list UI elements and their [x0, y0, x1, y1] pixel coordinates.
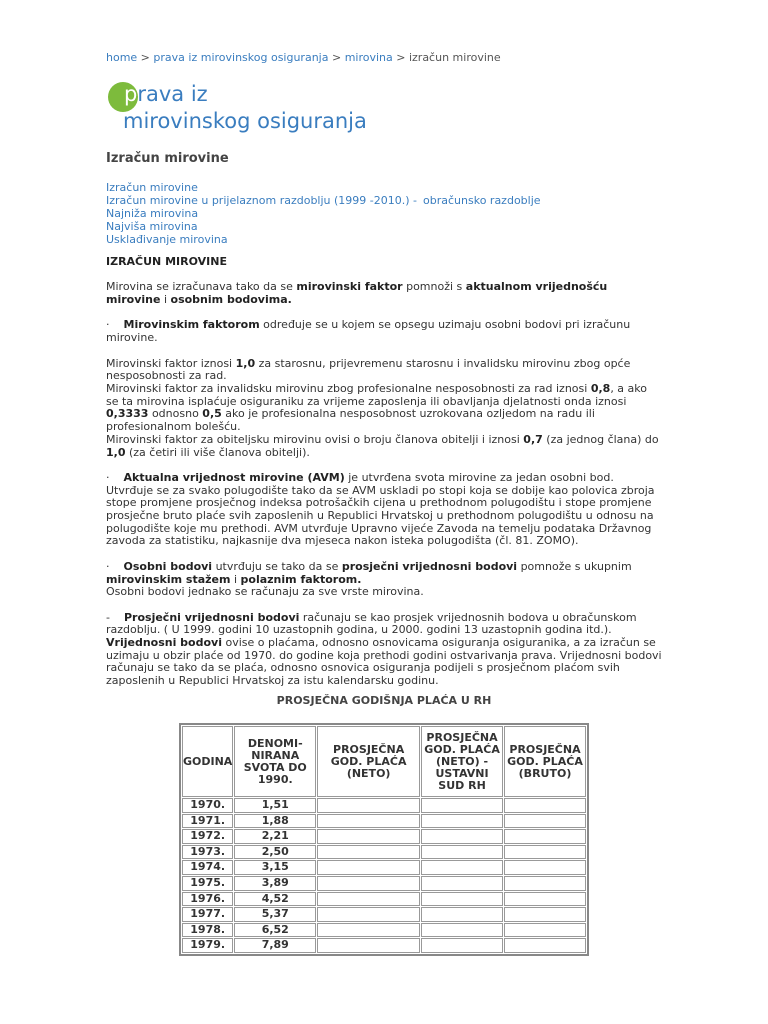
paragraph-vrijednosni-bodovi: - Prosječni vrijednosni bodovi računaju se kao prosjek vrijednosnih bodova u obračunskom razdoblju. ( U 1999. godini 10 uzastopnih godina, u 2000. godini 13 uzastopnih godina itd.). Vrijednosni bodovi ovise o plaćama, odnosno osnovicama osiguranja osiguranika, a za izračun se uzimaju u obzir plaće od 1970. do godine koja prethodi godini ostvarivanja prava. Vrijednosni bodovi računaju se tako da se plaća, odnosno osnovica osiguranja podijeli s prosječnom plaćom svih zaposlenih u Republici Hrvatskoj za istu kalendarsku godinu. [106, 610, 662, 688]
paragraph-osobni-bodovi: · Osobni bodovi utvrđuju se tako da se prosječni vrijednosni bodovi pomnože s ukupnim mirovinskim stažem i polaznim faktorom. Osobni bodovi jednako se računaju za sve vrste mirovina. [106, 559, 632, 599]
logo-line-1 [124, 82, 208, 106]
breadcrumb-separator: > [392, 51, 409, 64]
cell-empty [317, 845, 420, 860]
cell-empty [421, 829, 503, 844]
link-uskladivanje-mirovina[interactable]: Usklađivanje mirovina [106, 233, 228, 246]
cell-year: 1973. [182, 845, 233, 860]
cell-empty [317, 814, 420, 829]
cell-empty [421, 892, 503, 907]
cell-year: 1979. [182, 938, 233, 953]
dash-icon: - [106, 610, 110, 624]
cell-empty [421, 876, 503, 891]
link-obracunsko-razdoblje[interactable]: obračunsko razdoblje [423, 194, 541, 207]
paragraph-mirovinski-faktor: · Mirovinskim faktorom određuje se u kojem se opsegu uzimaju osobni bodovi pri izračunu mirovine. [106, 318, 631, 345]
cell-empty [317, 876, 420, 891]
cell-year: 1977. [182, 907, 233, 922]
cell-empty [421, 860, 503, 875]
cell-denom: 5,37 [234, 907, 316, 922]
table-row [182, 892, 586, 907]
cell-empty [317, 829, 420, 844]
cell-empty [421, 907, 503, 922]
cell-denom: 3,15 [234, 860, 316, 875]
table-row [182, 860, 586, 875]
cell-denom: 1,88 [234, 814, 316, 829]
paragraph-intro: Mirovina se izračunava tako da se mirovinski faktor pomnoži s aktualnom vrijednošću mirovine i osobnim bodovima. [106, 280, 608, 307]
cell-empty [504, 907, 586, 922]
cell-empty [504, 923, 586, 938]
bullet-icon: · [106, 470, 110, 484]
cell-empty [317, 938, 420, 953]
cell-year: 1972. [182, 829, 233, 844]
table-row [182, 923, 586, 938]
cell-empty [504, 860, 586, 875]
subpage-links [106, 181, 541, 246]
cell-empty [421, 923, 503, 938]
table-title: PROSJEČNA GODIŠNJA PLAĆA U RH [276, 694, 492, 707]
breadcrumb [106, 51, 501, 64]
bullet-icon: · [106, 318, 110, 332]
bullet-icon: · [106, 559, 110, 573]
cell-empty [421, 845, 503, 860]
cell-empty [317, 923, 420, 938]
cell-year: 1976. [182, 892, 233, 907]
cell-denom: 1,51 [234, 798, 316, 813]
cell-empty [317, 907, 420, 922]
table-row [182, 845, 586, 860]
site-logo[interactable] [106, 80, 426, 142]
table-row [182, 907, 586, 922]
wages-table [179, 723, 589, 956]
article-content [106, 256, 662, 701]
logo-first-letter: p [124, 82, 138, 106]
cell-denom: 2,50 [234, 845, 316, 860]
cell-empty [317, 798, 420, 813]
cell-denom: 7,89 [234, 938, 316, 953]
cell-denom: 6,52 [234, 923, 316, 938]
cell-empty [317, 892, 420, 907]
link-izracun-mirovine[interactable]: Izračun mirovine [106, 181, 198, 194]
breadcrumb-separator: > [137, 51, 154, 64]
cell-year: 1970. [182, 798, 233, 813]
logo-line-1-rest: rava iz [137, 82, 208, 106]
cell-empty [504, 829, 586, 844]
breadcrumb-current: izračun mirovine [408, 51, 501, 64]
cell-empty [421, 814, 503, 829]
table-row [182, 798, 586, 813]
table-row [182, 876, 586, 891]
cell-denom: 4,52 [234, 892, 316, 907]
cell-empty [504, 938, 586, 953]
header-denominirana: DENOMI-NIRANA SVOTA DO 1990. [234, 726, 316, 797]
table-header-row [182, 726, 586, 797]
logo-line-2: mirovinskog osiguranja [123, 109, 367, 133]
breadcrumb-section-link[interactable]: prava iz mirovinskog osiguranja [153, 51, 329, 64]
header-placa-bruto: PROSJEČNA GOD. PLAĆA (BRUTO) [504, 726, 586, 797]
cell-denom: 3,89 [234, 876, 316, 891]
cell-empty [504, 892, 586, 907]
header-placa-ustavni-sud: PROSJEČNA GOD. PLAĆA (NETO) - USTAVNI SUD RH [421, 726, 503, 797]
cell-year: 1971. [182, 814, 233, 829]
table-row [182, 829, 586, 844]
breadcrumb-home-link[interactable]: home [106, 51, 138, 64]
breadcrumb-separator: > [328, 51, 345, 64]
link-prijelazno-razdoblje[interactable]: Izračun mirovine u prijelaznom razdoblju (1999 -2010.) - obračunsko razdoblje [106, 194, 541, 207]
paragraph-avm: · Aktualna vrijednost mirovine (AVM) je utvrđena svota mirovine za jedan osobni bod. Utvrđuje se za svako polugodište tako da se AVM uskladi po stopi koja se dobije kao polovica zbroja stope promjene prosječnog indeksa potrošačkih cijena u prethodnom polugodištu i stope promjene prosječne bruto plaće svih zaposlenih u Republici Hrvatskoj u prethodnom polugodištu u odnosu na polugodište koje mu prethodi. AVM utvrđuje Upravno vijeće Zavoda na temelju podataka Državnog zavoda za statistiku, najkasnije dva mjeseca nakon isteka polugodišta (čl. 81. ZOMO). [106, 470, 655, 548]
cell-empty [421, 798, 503, 813]
cell-denom: 2,21 [234, 829, 316, 844]
cell-empty [317, 860, 420, 875]
cell-empty [504, 845, 586, 860]
cell-year: 1978. [182, 923, 233, 938]
breadcrumb-sub-link[interactable]: mirovina [344, 51, 393, 64]
header-placa-neto: PROSJEČNA GOD. PLAĆA (NETO) [317, 726, 420, 797]
article-heading: IZRAČUN MIROVINE [106, 255, 227, 268]
cell-empty [504, 814, 586, 829]
link-najniza-mirovina[interactable]: Najniža mirovina [106, 207, 199, 220]
cell-year: 1974. [182, 860, 233, 875]
cell-empty [504, 798, 586, 813]
cell-empty [504, 876, 586, 891]
page-title: Izračun mirovine [106, 151, 229, 166]
cell-empty [421, 938, 503, 953]
table-row [182, 938, 586, 953]
paragraph-faktor-iznosi: Mirovinski faktor iznosi 1,0 za starosnu, prijevremenu starosnu i invalidsku mirovinu zbog opće nesposobnosti za rad. Mirovinski faktor za invalidsku mirovinu zbog profesionalne nesposobnosti za rad iznosi 0,8, a ako se ta mirovina isplaćuje osiguraniku za vrijeme zaposlenja ili obavljanja djelatnosti onda iznosi 0,3333 odnosno 0,5 ako je profesionalna nesposobnost uzrokovana ozljedom na radu ili profesionalnom bolešću. Mirovinski faktor za obiteljsku mirovinu ovisi o broju članova obitelji i iznosi 0,7 (za jednog člana) do 1,0 (za četiri ili više članova obitelji). [106, 356, 659, 459]
cell-year: 1975. [182, 876, 233, 891]
table-row [182, 814, 586, 829]
header-godina: GODINA [182, 726, 233, 797]
link-najvisa-mirovina[interactable]: Najviša mirovina [106, 220, 198, 233]
